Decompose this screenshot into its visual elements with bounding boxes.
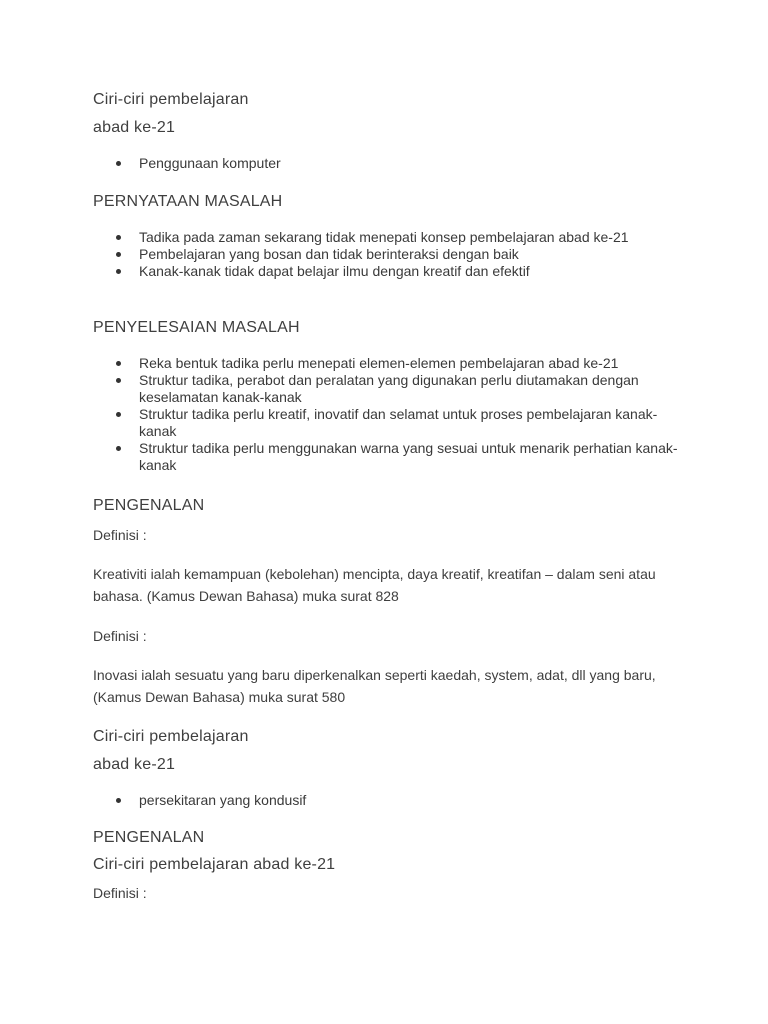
bullet-icon	[116, 269, 121, 274]
list-item	[93, 406, 683, 440]
section-heading: PERNYATAAN MASALAH	[93, 193, 283, 210]
list-item-text: persekitaran yang kondusif	[139, 792, 307, 808]
list-item-text: Struktur tadika perlu menggunakan warna yang sesuai untuk menarik perhatian kanak-kanak	[139, 440, 678, 473]
bullet-icon	[116, 798, 121, 803]
list-item-text: Struktur tadika perlu kreatif, inovatif dan selamat untuk proses pembelajaran kanak-kanak	[139, 406, 658, 439]
bullet-list	[93, 355, 683, 474]
section-heading: Ciri-ciri pembelajaran	[93, 91, 249, 108]
section-heading: PENYELESAIAN MASALAH	[93, 319, 300, 336]
bullet-list	[93, 155, 683, 172]
list-item	[93, 792, 683, 809]
list-item	[93, 155, 683, 172]
definition-text: Kreativiti ialah kemampuan (kebolehan) mencipta, daya kreatif, kreatifan – dalam seni atau bahasa. (Kamus Dewan Bahasa) muka surat 828	[93, 566, 656, 604]
bullet-icon	[116, 412, 121, 417]
section-heading-continued: abad ke-21	[93, 756, 176, 773]
section-heading: PENGENALAN	[93, 829, 205, 846]
bullet-icon	[116, 446, 121, 451]
section-heading-continued: abad ke-21	[93, 119, 176, 136]
list-item-text: Kanak-kanak tidak dapat belajar ilmu dengan kreatif dan efektif	[139, 263, 530, 279]
bullet-icon	[116, 252, 121, 257]
bullet-list	[93, 229, 683, 280]
list-item	[93, 372, 683, 406]
list-item	[93, 440, 683, 474]
list-item-text: Struktur tadika, perabot dan peralatan yang digunakan perlu diutamakan dengan keselamatan kanak-kanak	[139, 372, 639, 405]
list-item-text: Reka bentuk tadika perlu menepati elemen-elemen pembelajaran abad ke-21	[139, 355, 619, 371]
bullet-icon	[116, 161, 121, 166]
definition-label: Definisi :	[93, 628, 147, 644]
section-heading: Ciri-ciri pembelajaran	[93, 728, 249, 745]
definition-label: Definisi :	[93, 885, 147, 901]
bullet-icon	[116, 378, 121, 383]
list-item-text: Pembelajaran yang bosan dan tidak berinteraksi dengan baik	[139, 246, 519, 262]
definition-text: Inovasi ialah sesuatu yang baru diperkenalkan seperti kaedah, system, adat, dll yang baru, (Kamus Dewan Bahasa) muka surat 580	[93, 667, 656, 705]
definition-label: Definisi :	[93, 527, 147, 543]
bullet-icon	[116, 361, 121, 366]
list-item	[93, 246, 683, 263]
list-item	[93, 263, 683, 280]
list-item-text: Tadika pada zaman sekarang tidak menepati konsep pembelajaran abad ke-21	[139, 229, 629, 245]
list-item	[93, 229, 683, 246]
bullet-list	[93, 792, 683, 809]
section-subheading: Ciri-ciri pembelajaran abad ke-21	[93, 856, 336, 873]
list-item	[93, 355, 683, 372]
list-item-text: Penggunaan komputer	[139, 155, 281, 171]
bullet-icon	[116, 235, 121, 240]
section-heading: PENGENALAN	[93, 497, 205, 514]
